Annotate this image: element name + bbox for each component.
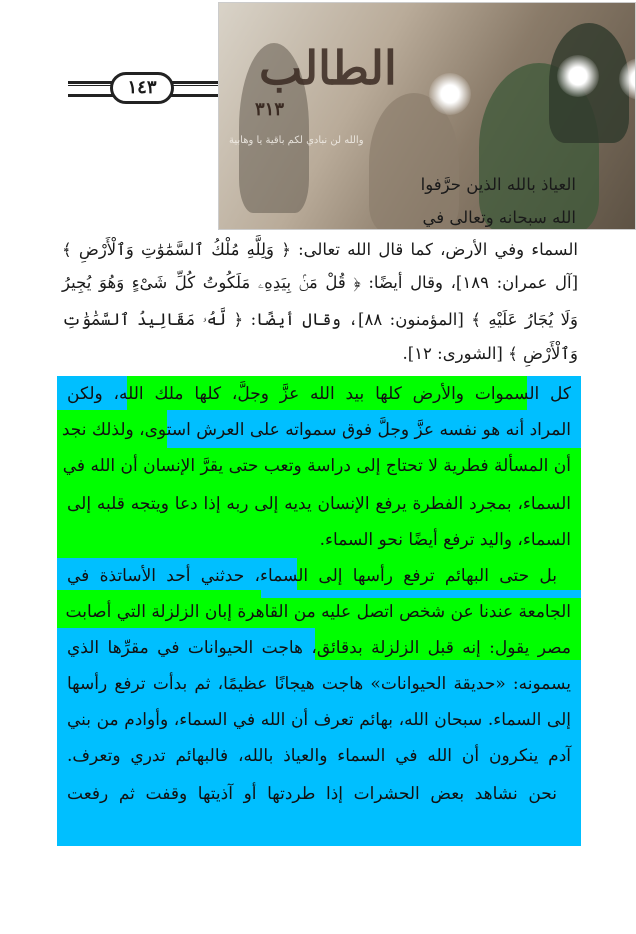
paragraph-line: يسمونه: «حديقة الحيوانات» هاجت هيجانًا عظيمًا، ثم بدأت ترفع رأسها [67, 674, 571, 694]
paragraph-line: المراد أنه هو نفسه عزَّ وجلَّ فوق سمواته على العرش استوى، ولذلك نجد [61, 420, 571, 440]
face-blur [429, 73, 471, 115]
banner-number: ٣١٣ [255, 99, 285, 120]
face-blur [557, 55, 599, 97]
text-line: العياذ بالله الذين حرَّفوا [420, 175, 576, 194]
banner-image [218, 2, 636, 230]
paragraph-line: إلى السماء. سبحان الله، بهائم تعرف أن الله في السماء، وأوادم من بني [67, 710, 571, 730]
highlighted-passage [57, 376, 581, 846]
page-number-ornament [68, 72, 218, 100]
text-line: السماء وفي الأرض، كما قال الله تعالى: ﴿ وَلِلَّهِ مُلْكُ ٱلسَّمَٰوَٰتِ وَٱلْأَرْضِ ﴾ [62, 240, 578, 259]
text-line: الله سبحانه وتعالى في [422, 208, 576, 227]
text-line: وَلَا يُجَارُ عَلَيْهِ ﴾ [المؤمنون: ٨٨]، وقال أيضًا: ﴿ لَّهُۥ مَقَالِيدُ ٱلسَّمَٰوَٰتِ [62, 310, 578, 329]
paragraph-line: مصر يقول: إنه قبل الزلزلة بدقائق، هاجت الحيوانات في مقرِّها الذي [67, 638, 571, 658]
page-number: ١٤٣ [110, 72, 174, 104]
paragraph-line: بل حتى البهائم ترفع رأسها إلى السماء، حدثني أحد الأساتذة في [67, 566, 557, 586]
paragraph-line: السماء، واليد ترفع أيضًا نحو السماء. [319, 530, 571, 550]
paragraph-line: آدم ينكرون أن الله في السماء والعياذ بالله، فالبهائم تدري وتعرف. [67, 746, 571, 766]
paragraph-line: أن المسألة فطرية لا تحتاج إلى دراسة وتعب حتى يقرَّ الإنسان أن الله في [62, 456, 571, 476]
paragraph-line: الجامعة عندنا عن شخص اتصل عليه من القاهرة إبان الزلزلة التي أصابت [65, 602, 571, 622]
paragraph-line: كل السموات والأرض كلها بيد الله عزَّ وجلَّ، كلها ملك الله، ولكن [67, 384, 571, 404]
banner-title: الطالب [259, 41, 397, 95]
paragraph-line: السماء، بمجرد الفطرة يرفع الإنسان يديه إلى ربه إذا دعا ويتجه قلبه إلى [67, 494, 571, 514]
banner-subtitle: والله لن نبادي لكم باقية يا وهابية [229, 135, 364, 146]
text-line: [آل عمران: ١٨٩]، وقال أيضًا: ﴿ قُلْ مَنۢ بِيَدِهِۦ مَلَكُوتُ كُلِّ شَىْءٍ وَهُوَ يُجِيرُ [62, 273, 579, 292]
text-line: وَٱلْأَرْضِ ﴾ [الشورى: ١٢]. [402, 344, 578, 363]
paragraph-line: نحن نشاهد بعض الحشرات إذا طردتها أو آذيتها وقفت ثم رفعت [67, 784, 557, 804]
